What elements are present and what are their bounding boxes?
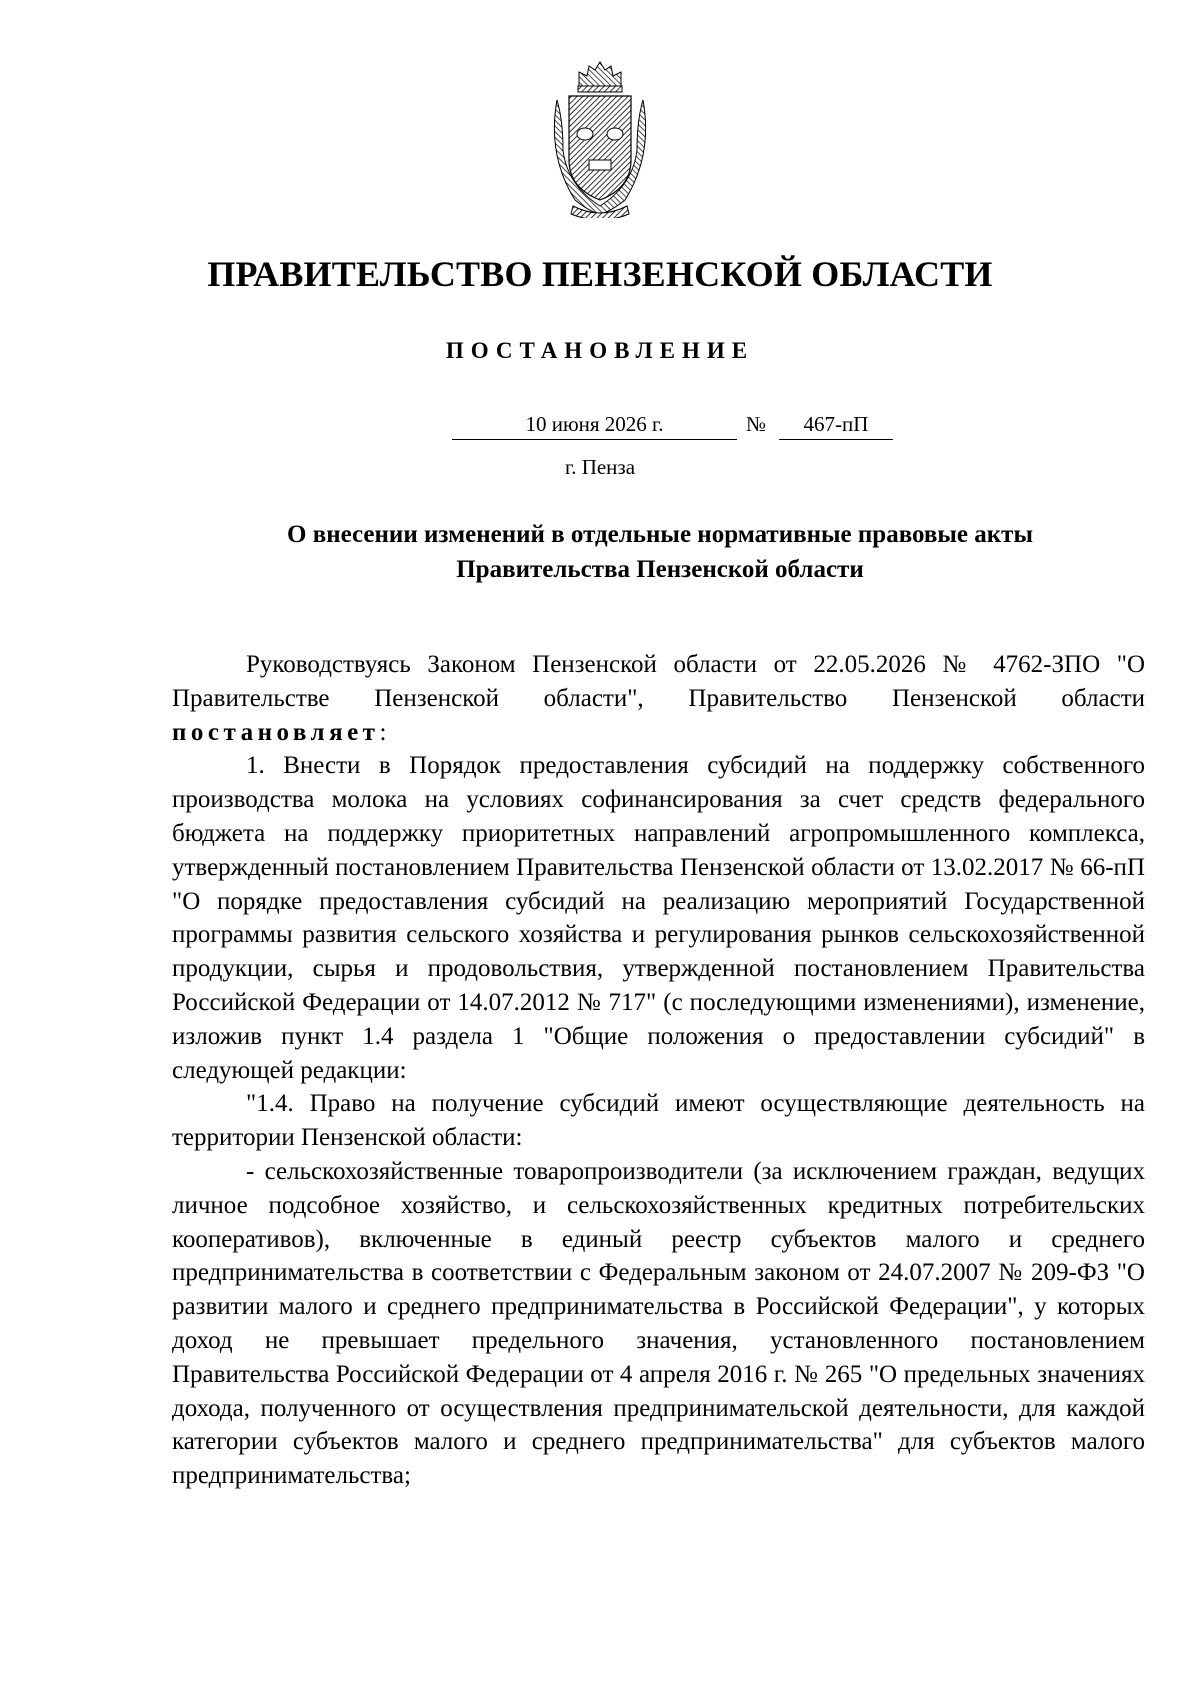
paragraph-clause-1-4: "1.4. Право на получение субсидий имеют осуществляющие деятельность на территории Пензенской области: bbox=[172, 1090, 1145, 1152]
document-subject bbox=[220, 517, 1100, 587]
resolve-word: постановляет bbox=[172, 718, 380, 746]
coat-of-arms-icon bbox=[545, 60, 655, 218]
subject-line-1: О внесении изменений в отдельные нормативные правовые акты bbox=[287, 521, 1033, 548]
number-sign: № bbox=[746, 412, 767, 436]
document-body bbox=[172, 648, 1145, 1493]
paragraph-producers: - сельскохозяйственные товаропроизводители (за исключением граждан, ведущих личное подсобное хозяйство, и сельскохозяйственных кредитных потребительских кооперативов), включенные в единый реестр субъектов малого и среднего предпринимательства в соответствии с Федеральным законом от 24.07.2007 № 209-ФЗ "О развитии малого и среднего предпринимательства в Российской Федерации", у которых доход не превышает предельного значения, установленного постановлением Правительства Российской Федерации от 4 апреля 2016 г. № 265 "О предельных значениях дохода, полученного от осуществления предпринимательской деятельности, для каждой категории субъектов малого и среднего предпринимательства" для субъектов малого предпринимательства; bbox=[172, 1157, 1145, 1490]
paragraph-preamble bbox=[172, 648, 1145, 749]
preamble-colon: : bbox=[379, 718, 387, 746]
document-number: 467-пП bbox=[779, 412, 893, 440]
date-number-line bbox=[0, 412, 1200, 442]
document-date: 10 июня 2026 г. bbox=[452, 412, 737, 440]
paragraph-item-1: 1. Внести в Порядок предоставления субсидий на поддержку собственного производства молока на условиях софинансирования за счет средств федерального бюджета на поддержку приоритетных направлений агропромышленного комплекса, утвержденный постановлением Правительства Пензенской области от 13.02.2017 № 66-пП "О порядке предоставления субсидий на реализацию мероприятий Государственной программы развития сельского хозяйства и регулирования рынков сельскохозяйственной продукции, сырья и продовольствия, утвержденной постановлением Правительства Российской Федерации от 14.07.2012 № 717" (с последующими изменениями), изменение, изложив пункт 1.4 раздела 1 "Общие положения о предоставлении субсидий" в следующей редакции: bbox=[172, 752, 1145, 1084]
subject-line-2: Правительства Пензенской области bbox=[456, 556, 864, 583]
document-type-heading: ПОСТАНОВЛЕНИЕ bbox=[445, 338, 755, 363]
preamble-text: Руководствуясь Законом Пензенской области от 22.05.2026 № 4762-ЗПО "О Правительстве Пензенской области", Правительство Пензенской области bbox=[172, 651, 1145, 712]
government-title: ПРАВИТЕЛЬСТВО ПЕНЗЕНСКОЙ ОБЛАСТИ bbox=[207, 254, 993, 294]
city-label: г. Пенза bbox=[564, 455, 636, 479]
